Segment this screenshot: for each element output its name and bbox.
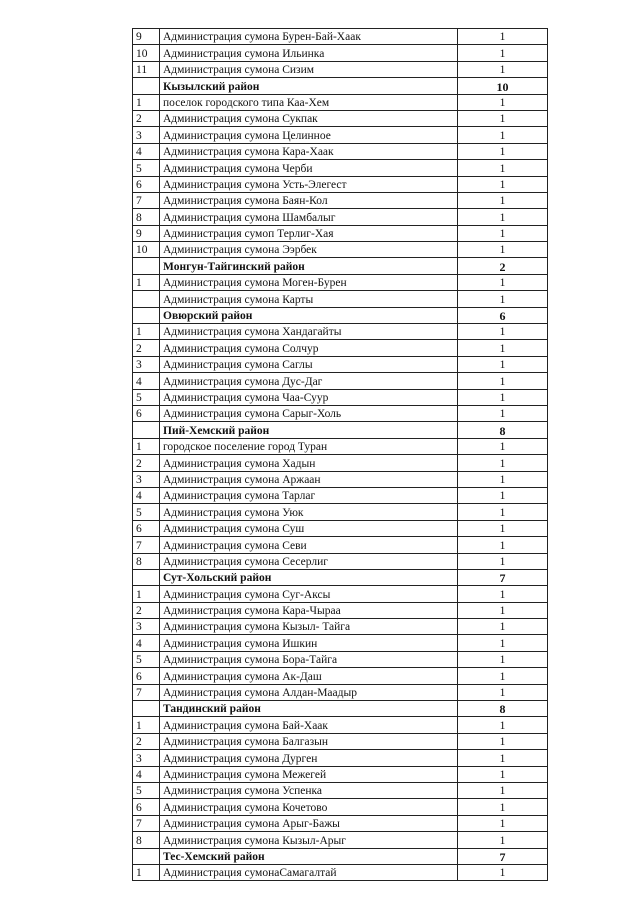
row-count: 1 (458, 127, 548, 143)
administration-name: Администрация сумона Суг-Аксы (160, 586, 458, 602)
administration-name: Администрация сумона Тарлаг (160, 487, 458, 503)
row-count: 1 (458, 110, 548, 126)
row-count: 1 (458, 209, 548, 225)
row-number: 1 (133, 94, 160, 110)
district-name: Тандинский район (160, 701, 458, 717)
row-count: 1 (458, 455, 548, 471)
table-row (133, 45, 548, 61)
row-number: 9 (133, 29, 160, 45)
row-number: 2 (133, 455, 160, 471)
row-count: 1 (458, 340, 548, 356)
row-number: 1 (133, 274, 160, 290)
row-number (133, 569, 160, 585)
administration-name: городское поселение город Туран (160, 438, 458, 454)
row-count: 1 (458, 602, 548, 618)
table-row (133, 324, 548, 340)
district-header-row (133, 78, 548, 94)
table-row (133, 110, 548, 126)
administration-name: Администрация сумона Кочетово (160, 799, 458, 815)
administration-name: Администрация сумона Дурген (160, 750, 458, 766)
district-name: Тес-Хемский район (160, 848, 458, 864)
row-number: 6 (133, 668, 160, 684)
row-count: 1 (458, 324, 548, 340)
table-row (133, 733, 548, 749)
row-count: 1 (458, 684, 548, 700)
row-number: 5 (133, 504, 160, 520)
row-count: 1 (458, 799, 548, 815)
row-number: 8 (133, 832, 160, 848)
table-row (133, 61, 548, 77)
table-row (133, 127, 548, 143)
administration-name: Администрация сумона Ильинка (160, 45, 458, 61)
row-number: 3 (133, 356, 160, 372)
row-count: 1 (458, 651, 548, 667)
table-row (133, 274, 548, 290)
row-count: 1 (458, 356, 548, 372)
district-total: 7 (458, 569, 548, 585)
table-row (133, 750, 548, 766)
row-count: 1 (458, 192, 548, 208)
row-number (133, 307, 160, 323)
administration-name: Администрация сумона Моген-Бурен (160, 274, 458, 290)
table-row (133, 192, 548, 208)
table-row (133, 766, 548, 782)
row-count: 1 (458, 225, 548, 241)
table-row (133, 520, 548, 536)
row-number: 8 (133, 553, 160, 569)
row-number: 10 (133, 242, 160, 258)
administration-name: Администрация сумона Севи (160, 537, 458, 553)
district-name: Пий-Хемский район (160, 422, 458, 438)
row-number: 9 (133, 225, 160, 241)
row-count: 1 (458, 242, 548, 258)
district-name: Монгун-Тайгинский район (160, 258, 458, 274)
district-name: Кызылский район (160, 78, 458, 94)
table-row (133, 635, 548, 651)
administration-name: Администрация сумона Черби (160, 160, 458, 176)
table-row (133, 242, 548, 258)
row-number: 6 (133, 520, 160, 536)
district-total: 2 (458, 258, 548, 274)
row-number: 3 (133, 750, 160, 766)
row-count: 1 (458, 520, 548, 536)
administration-name: Администрация сумона Целинное (160, 127, 458, 143)
table-row (133, 373, 548, 389)
row-number: 8 (133, 209, 160, 225)
district-header-row (133, 701, 548, 717)
table-row (133, 782, 548, 798)
district-total: 6 (458, 307, 548, 323)
row-number: 2 (133, 110, 160, 126)
table-row (133, 586, 548, 602)
row-count: 1 (458, 487, 548, 503)
administration-name: Администрация сумона Кызыл- Тайга (160, 619, 458, 635)
row-number: 4 (133, 373, 160, 389)
table-row (133, 832, 548, 848)
row-count: 1 (458, 717, 548, 733)
table-row (133, 553, 548, 569)
administration-name: Администрация сумона Бурен-Бай-Хаак (160, 29, 458, 45)
table-body (133, 29, 548, 881)
district-total: 8 (458, 422, 548, 438)
administration-name: Администрация сумоп Терлиг-Хая (160, 225, 458, 241)
administration-name: поселок городского типа Каа-Хем (160, 94, 458, 110)
row-count: 1 (458, 586, 548, 602)
row-number: 1 (133, 586, 160, 602)
row-count: 1 (458, 766, 548, 782)
row-count: 1 (458, 619, 548, 635)
row-number: 1 (133, 717, 160, 733)
administration-name: Администрация сумона Шамбалыг (160, 209, 458, 225)
row-count: 1 (458, 668, 548, 684)
row-number (133, 291, 160, 307)
row-count: 1 (458, 29, 548, 45)
administration-name: Администрация сумона Арыг-Бажы (160, 815, 458, 831)
administration-name: Администрация сумона Дус-Даг (160, 373, 458, 389)
administration-name: Администрация сумона Уюк (160, 504, 458, 520)
table-row (133, 143, 548, 159)
administration-name: Администрация сумона Кара-Чыраа (160, 602, 458, 618)
administration-name: Администрация сумона Кара-Хаак (160, 143, 458, 159)
row-count: 1 (458, 160, 548, 176)
row-number: 2 (133, 340, 160, 356)
row-count: 1 (458, 733, 548, 749)
table-row (133, 29, 548, 45)
row-number: 1 (133, 324, 160, 340)
row-count: 1 (458, 504, 548, 520)
row-number: 5 (133, 389, 160, 405)
administration-name: Администрация сумона Сукпак (160, 110, 458, 126)
district-name: Овюрский район (160, 307, 458, 323)
row-number (133, 258, 160, 274)
row-number (133, 701, 160, 717)
table-row (133, 471, 548, 487)
row-count: 1 (458, 176, 548, 192)
table-row (133, 668, 548, 684)
row-number: 5 (133, 160, 160, 176)
administration-name: Администрация сумонаСамагалтай (160, 864, 458, 880)
row-number: 6 (133, 176, 160, 192)
administrations-table (132, 28, 548, 881)
row-count: 1 (458, 291, 548, 307)
row-number: 1 (133, 864, 160, 880)
administration-name: Администрация сумона Межегей (160, 766, 458, 782)
administration-name: Администрация сумона Суш (160, 520, 458, 536)
row-count: 1 (458, 274, 548, 290)
table-row (133, 651, 548, 667)
administration-name: Администрация сумона Хадын (160, 455, 458, 471)
administration-name: Администрация сумона Ишкин (160, 635, 458, 651)
administration-name: Администрация сумона Успенка (160, 782, 458, 798)
table-row (133, 799, 548, 815)
row-count: 1 (458, 45, 548, 61)
district-total: 10 (458, 78, 548, 94)
row-count: 1 (458, 438, 548, 454)
table-row (133, 176, 548, 192)
table-row (133, 225, 548, 241)
administration-name: Администрация сумона Солчур (160, 340, 458, 356)
row-number: 5 (133, 651, 160, 667)
row-number: 11 (133, 61, 160, 77)
row-count: 1 (458, 405, 548, 421)
table-row (133, 815, 548, 831)
table-row (133, 94, 548, 110)
row-number: 1 (133, 438, 160, 454)
district-name: Сут-Хольский район (160, 569, 458, 585)
district-total: 8 (458, 701, 548, 717)
table-row (133, 291, 548, 307)
table-row (133, 209, 548, 225)
administration-name: Администрация сумона Бора-Тайга (160, 651, 458, 667)
row-number: 4 (133, 487, 160, 503)
table-row (133, 389, 548, 405)
row-number: 4 (133, 635, 160, 651)
administration-name: Администрация сумона Аржаан (160, 471, 458, 487)
row-count: 1 (458, 782, 548, 798)
administration-name: Администрация сумона Сарыг-Холь (160, 405, 458, 421)
row-count: 1 (458, 864, 548, 880)
row-number: 4 (133, 766, 160, 782)
row-number: 10 (133, 45, 160, 61)
table-row (133, 487, 548, 503)
table-row (133, 160, 548, 176)
row-number: 3 (133, 619, 160, 635)
table-row (133, 340, 548, 356)
administration-name: Администрация сумона Карты (160, 291, 458, 307)
row-count: 1 (458, 61, 548, 77)
row-count: 1 (458, 832, 548, 848)
administration-name: Администрация сумона Бай-Хаак (160, 717, 458, 733)
row-number: 5 (133, 782, 160, 798)
administration-name: Администрация сумона Сесерлиг (160, 553, 458, 569)
row-number: 2 (133, 733, 160, 749)
table-row (133, 864, 548, 880)
row-number: 6 (133, 405, 160, 421)
row-number: 2 (133, 602, 160, 618)
row-number: 7 (133, 815, 160, 831)
row-count: 1 (458, 389, 548, 405)
row-count: 1 (458, 537, 548, 553)
administration-name: Администрация сумона Балгазын (160, 733, 458, 749)
district-header-row (133, 848, 548, 864)
administration-name: Администрация сумона Кызыл-Арыг (160, 832, 458, 848)
row-number: 7 (133, 192, 160, 208)
row-number (133, 848, 160, 864)
row-number: 7 (133, 537, 160, 553)
row-count: 1 (458, 373, 548, 389)
administration-name: Администрация сумона Усть-Элегест (160, 176, 458, 192)
district-header-row (133, 569, 548, 585)
row-number: 6 (133, 799, 160, 815)
administration-name: Администрация сумона Саглы (160, 356, 458, 372)
table-row (133, 717, 548, 733)
table-row (133, 405, 548, 421)
row-number: 4 (133, 143, 160, 159)
row-count: 1 (458, 750, 548, 766)
row-count: 1 (458, 94, 548, 110)
administration-name: Администрация сумона Алдан-Маадыр (160, 684, 458, 700)
row-number (133, 78, 160, 94)
table-row (133, 455, 548, 471)
row-number: 3 (133, 471, 160, 487)
administration-name: Администрация сумона Баян-Кол (160, 192, 458, 208)
row-count: 1 (458, 143, 548, 159)
row-number (133, 422, 160, 438)
row-number: 3 (133, 127, 160, 143)
administration-name: Администрация сумона Хандагайты (160, 324, 458, 340)
row-count: 1 (458, 471, 548, 487)
district-header-row (133, 258, 548, 274)
table-row (133, 602, 548, 618)
district-header-row (133, 307, 548, 323)
row-number: 7 (133, 684, 160, 700)
table-row (133, 438, 548, 454)
row-count: 1 (458, 635, 548, 651)
administration-name: Администрация сумона Ээрбек (160, 242, 458, 258)
table-row (133, 684, 548, 700)
table-row (133, 619, 548, 635)
administration-name: Администрация сумона Сизим (160, 61, 458, 77)
table-row (133, 356, 548, 372)
table-row (133, 504, 548, 520)
district-total: 7 (458, 848, 548, 864)
table-row (133, 537, 548, 553)
row-count: 1 (458, 553, 548, 569)
district-header-row (133, 422, 548, 438)
row-count: 1 (458, 815, 548, 831)
administration-name: Администрация сумона Ак-Даш (160, 668, 458, 684)
administration-name: Администрация сумона Чаа-Суур (160, 389, 458, 405)
